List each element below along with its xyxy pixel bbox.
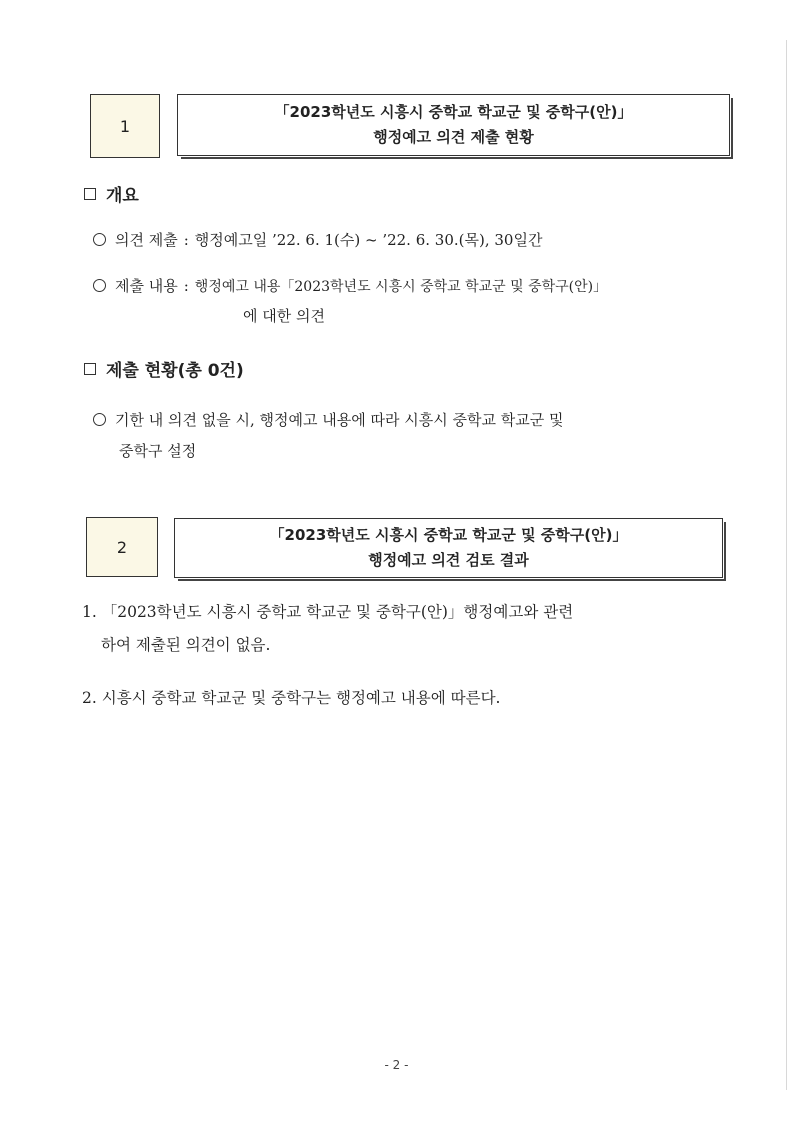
section-title-box (174, 518, 723, 578)
section-number-badge: 1 (90, 94, 160, 158)
item-value: 행정예고일 ’22. 6. 1(수) ~ ’22. 6. 30.(목), 30일간 (194, 231, 543, 249)
page-number: - 2 - (384, 1058, 409, 1072)
review-paragraph-1-line2: 하여 제출된 의견이 없음. (101, 636, 271, 654)
section-title-line1: 「2023학년도 시흥시 중학교 학교군 및 중학구(안)」 (274, 103, 633, 121)
review-paragraph-2: 2. 시흥시 중학교 학교군 및 중학구는 행정예고 내용에 따른다. (82, 689, 501, 707)
square-bullet-icon (84, 363, 96, 375)
circle-bullet-icon (93, 413, 106, 426)
status-heading-text: 제출 현황(총 0건) (106, 361, 244, 381)
status-item-line2: 중학구 설정 (119, 442, 197, 460)
overview-heading (84, 181, 139, 206)
overview-heading-text: 개요 (106, 186, 139, 206)
page-edge-line (786, 40, 787, 1090)
status-item-line1: 기한 내 의견 없을 시, 행정예고 내용에 따라 시흥시 중학교 학교군 및 (115, 411, 564, 429)
overview-item-submission-period (93, 230, 542, 250)
section-title-line2: 행정예고 의견 제출 현황 (373, 128, 534, 146)
review-paragraph-1-line1: 1. 「2023학년도 시흥시 중학교 학교군 및 중학구(안)」행정예고와 관련 (82, 603, 574, 621)
overview-item-submission-content-cont: 에 대한 의견 (243, 307, 325, 325)
circle-bullet-icon (93, 279, 106, 292)
item-value: 행정예고 내용「2023학년도 시흥시 중학교 학교군 및 중학구(안)」 (194, 279, 608, 295)
status-item (93, 410, 563, 430)
item-label: 의견 제출 (115, 231, 178, 249)
overview-item-submission-content (93, 276, 607, 297)
square-bullet-icon (84, 188, 96, 200)
item-label: 제출 내용 (115, 277, 178, 295)
circle-bullet-icon (93, 233, 106, 246)
status-heading (84, 356, 244, 381)
colon-separator: : (183, 231, 189, 249)
section-title-box (177, 94, 730, 156)
section-number-badge: 2 (86, 517, 158, 577)
colon-separator: : (183, 277, 189, 295)
section-title-line1: 「2023학년도 시흥시 중학교 학교군 및 중학구(안)」 (269, 526, 628, 544)
section-title-line2: 행정예고 의견 검토 결과 (368, 551, 529, 569)
